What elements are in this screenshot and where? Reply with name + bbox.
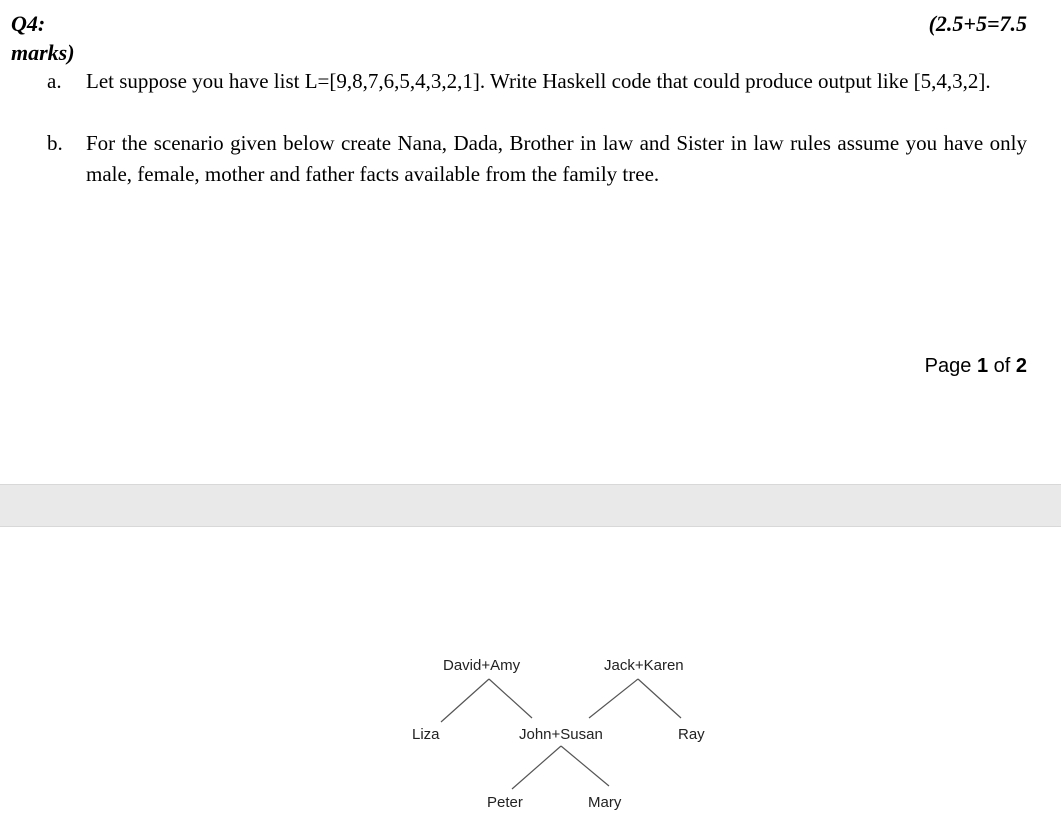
page-total: 2 (1015, 355, 1027, 377)
question-points: (2.5+5=7.5 (928, 11, 1027, 36)
node-liza: Liza (412, 726, 440, 743)
page-of: of (993, 355, 1011, 377)
edge-jackkaren-susan (589, 679, 638, 718)
item-text: For the scenario given below create Nana, Dada, Brother in law and Sister in law rules assume you have only male, female, mother and father facts available from the family tree. (86, 131, 1027, 186)
node-peter: Peter (487, 794, 523, 811)
edge-davidamy-liza (441, 679, 489, 722)
page-separator (0, 484, 1061, 527)
page-current: 1 (976, 355, 989, 377)
edge-davidamy-john (489, 679, 532, 718)
document-page-2 (0, 527, 1061, 833)
node-mary: Mary (588, 794, 622, 811)
node-david-amy: David+Amy (443, 657, 521, 674)
item-letter: b. (47, 131, 63, 155)
question-marks-label: marks) (11, 40, 75, 65)
edge-jackkaren-ray (638, 679, 681, 718)
edge-johnsusan-mary (561, 746, 609, 786)
page-prefix: Page (924, 355, 972, 377)
family-tree-diagram (0, 527, 1061, 833)
edge-johnsusan-peter (512, 746, 561, 789)
item-text: Let suppose you have list L=[9,8,7,6,5,4,3,2,1]. Write Haskell code that could produce output like [5,4,3,2]. (86, 69, 991, 93)
item-letter: a. (47, 69, 62, 93)
page-number (925, 353, 1027, 379)
node-jack-karen: Jack+Karen (604, 657, 684, 674)
node-john-susan: John+Susan (519, 726, 603, 743)
question-number: Q4: (11, 11, 46, 36)
node-ray: Ray (678, 726, 705, 743)
